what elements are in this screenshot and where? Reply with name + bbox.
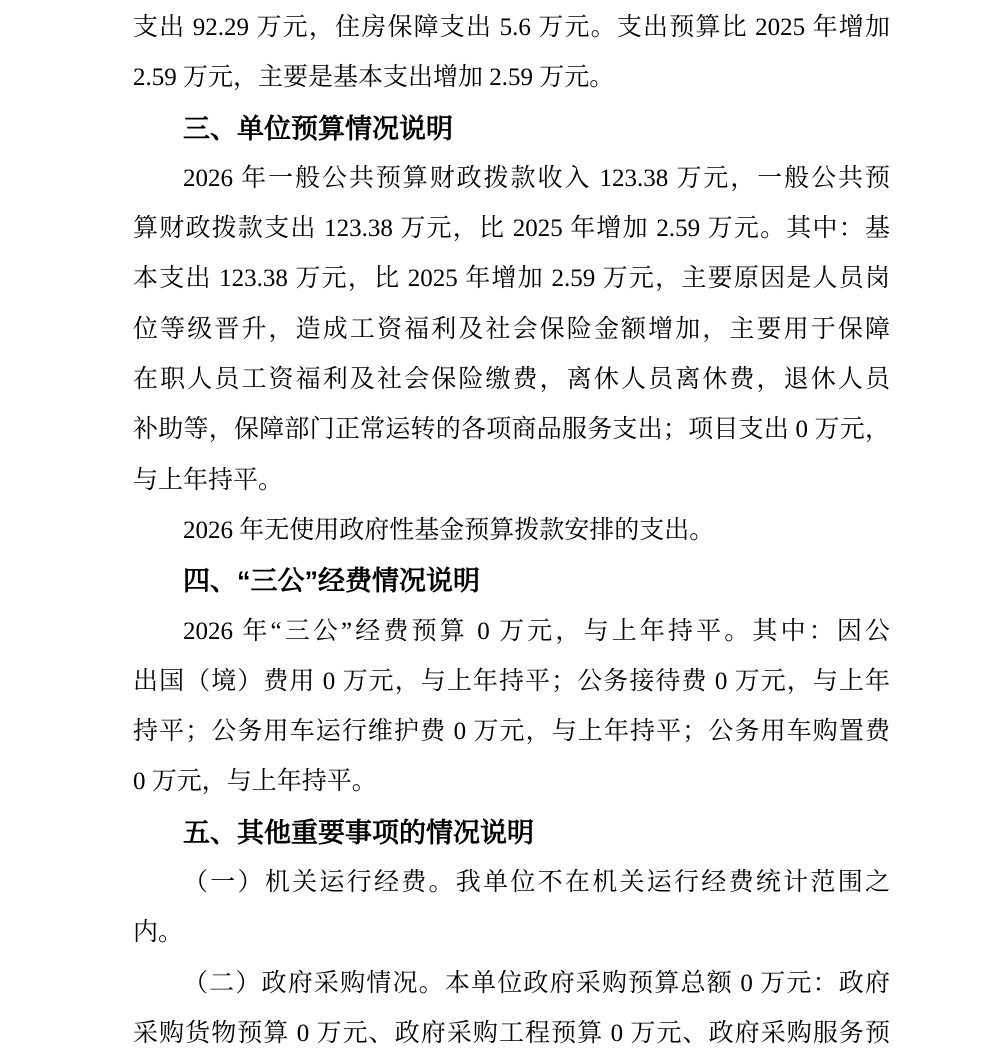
text-line: 2026 年一般公共预算财政拨款收入 123.38 万元，一般公共预 (183, 164, 890, 192)
text-line: （一）机关运行经费。我单位不在机关运行经费统计范围之 (183, 869, 890, 897)
text-line: 支出 92.29 万元，住房保障支出 5.6 万元。支出预算比 2025 年增加 (133, 14, 890, 41)
document-body (133, 3, 890, 1053)
text-line: （二）政府采购情况。本单位政府采购预算总额 0 万元：政府 (183, 969, 890, 997)
text-line: 持平；公务用车运行维护费 0 万元，与上年持平；公务用车购置费 (133, 718, 890, 746)
text-line: 2026 年无使用政府性基金预算拨款安排的支出。 (183, 516, 715, 544)
text-line: 2.59 万元，主要是基本支出增加 2.59 万元。 (133, 64, 615, 92)
section-heading-five: 五、其他重要事项的情况说明 (183, 817, 534, 848)
text-line: 位等级晋升，造成工资福利及社会保险金额增加，主要用于保障 (133, 315, 890, 343)
text-line: 内。 (133, 919, 184, 947)
text-line: 出国（境）费用 0 万元，与上年持平；公务接待费 0 万元，与上年 (133, 667, 890, 695)
section-heading-four: 四、“三公”经费情况说明 (183, 566, 480, 597)
text-line: 本支出 123.38 万元，比 2025 年增加 2.59 万元，主要原因是人员岗 (133, 265, 890, 293)
text-line: 算财政拨款支出 123.38 万元，比 2025 年增加 2.59 万元。其中：基 (133, 215, 890, 243)
text-line: 补助等，保障部门正常运转的各项商品服务支出；项目支出 0 万元， (133, 416, 890, 444)
text-line: 在职人员工资福利及社会保险缴费，离休人员离休费，退休人员 (133, 366, 890, 394)
text-line: 0 万元，与上年持平。 (133, 768, 377, 796)
text-line: 与上年持平。 (133, 466, 284, 494)
section-heading-three: 三、单位预算情况说明 (183, 113, 453, 144)
text-line: 2026 年“三公”经费预算 0 万元，与上年持平。其中：因公 (183, 617, 890, 645)
text-line: 采购货物预算 0 万元、政府采购工程预算 0 万元、政府采购服务预 (133, 1019, 890, 1047)
